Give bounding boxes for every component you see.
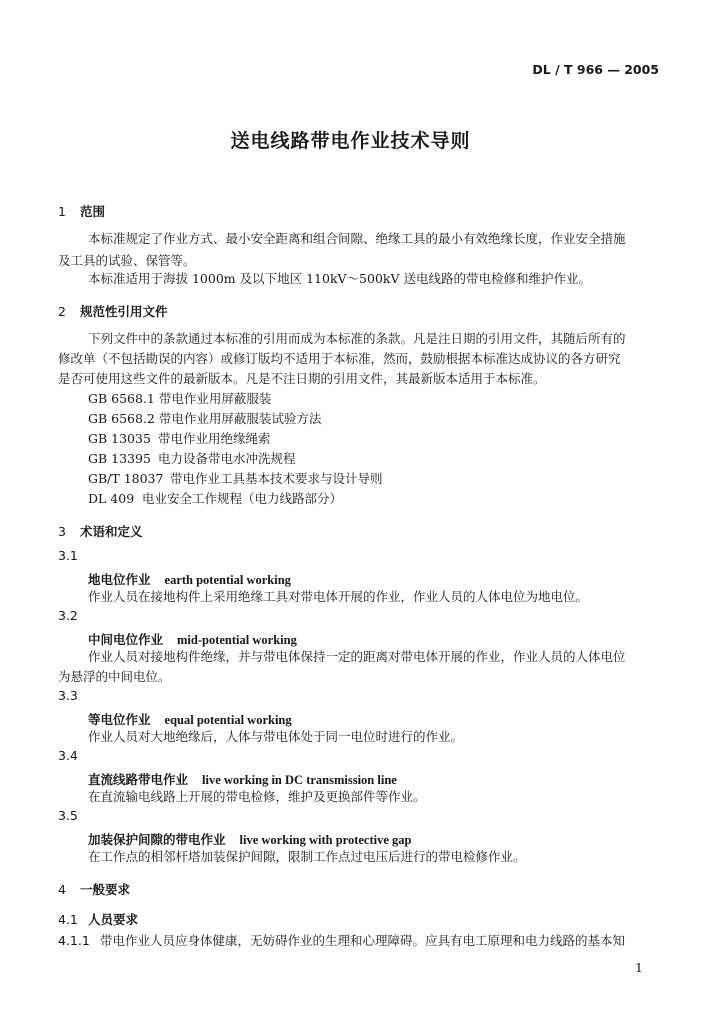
term-number: 3.3 <box>58 688 78 703</box>
reference-item <box>88 468 383 490</box>
section-2-heading <box>58 302 168 320</box>
reference-code: GB/T 18037 <box>88 471 164 486</box>
reference-title: 电业安全工作规程（电力线路部分） <box>141 491 342 506</box>
section-title: 术语和定义 <box>80 524 143 539</box>
subsection-4-1-heading <box>58 910 138 928</box>
term-chinese: 等电位作业 <box>88 712 151 727</box>
sec2-para-line2: 修改单（不包括勘误的内容）或修订版均不适用于本标准，然而，鼓励根据本标准达成协议的各方研究 <box>58 351 621 366</box>
reference-item <box>88 408 321 430</box>
section-1-heading <box>58 202 105 220</box>
clause-number: 4.1.1 <box>58 933 90 948</box>
term-definition: 作业人员对接地构件绝缘，并与带电体保持一定的距离对带电体开展的作业，作业人员的人体电位 <box>88 649 626 664</box>
term-english: live working in DC transmission line <box>202 773 397 787</box>
section-4-heading <box>58 880 130 898</box>
term-definition-cont: 为悬浮的中间电位。 <box>58 669 171 684</box>
sec1-para1-line2: 及工具的试验、保管等。 <box>58 253 196 268</box>
term-definition: 在工作点的相邻杆塔加装保护间隙，限制工作点过电压后进行的带电检修作业。 <box>88 849 526 864</box>
document-title: 送电线路带电作业技术导则 <box>230 130 471 152</box>
term-english: equal potential working <box>164 713 292 727</box>
reference-item <box>88 428 271 450</box>
term-definition: 作业人员在接地构件上采用绝缘工具对带电体开展的作业，作业人员的人体电位为地电位。 <box>88 589 589 604</box>
subsection-number: 4.1 <box>58 912 78 927</box>
term-english: mid-potential working <box>177 633 297 647</box>
section-number: 2 <box>58 304 66 319</box>
reference-title: 带电作业用屏蔽服装 <box>158 391 272 406</box>
reference-code: GB 13035 <box>88 431 151 446</box>
sec1-para1-line1: 本标准规定了作业方式、最小安全距离和组合间隙、绝缘工具的最小有效绝缘长度，作业安全措施 <box>88 231 626 246</box>
term-english: live working with protective gap <box>239 833 412 847</box>
section-title: 一般要求 <box>80 882 131 897</box>
section-number: 4 <box>58 882 66 897</box>
reference-code: DL 409 <box>88 491 135 506</box>
clause-4-1-1 <box>58 930 625 952</box>
section-number: 3 <box>58 524 66 539</box>
reference-item <box>88 448 296 470</box>
section-title: 范围 <box>80 204 106 219</box>
term-chinese: 加装保护间隙的带电作业 <box>88 832 226 847</box>
term-chinese: 地电位作业 <box>88 572 151 587</box>
section-3-heading <box>58 522 143 540</box>
reference-code: GB 6568.1 <box>88 391 155 406</box>
reference-code: GB 6568.2 <box>88 411 155 426</box>
sec2-para-line3: 是否可使用这些文件的最新版本。凡是不注日期的引用文件，其最新版本适用于本标准。 <box>58 371 546 386</box>
term-english: earth potential working <box>164 573 291 587</box>
page-number: 1 <box>635 960 643 975</box>
term-number: 3.4 <box>58 748 78 763</box>
term-number: 3.5 <box>58 808 78 823</box>
term-chinese: 中间电位作业 <box>88 632 164 647</box>
term-definition: 在直流输电线路上开展的带电检修，维护及更换部件等作业。 <box>88 789 426 804</box>
reference-title: 带电作业用屏蔽服装试验方法 <box>158 411 322 426</box>
term-number: 3.2 <box>58 608 78 623</box>
reference-title: 带电作业工具基本技术要求与设计导则 <box>169 471 383 486</box>
term-definition: 作业人员对大地绝缘后，人体与带电体处于同一电位时进行的作业。 <box>88 729 464 744</box>
subsection-title: 人员要求 <box>88 912 139 927</box>
clause-text: 带电作业人员应身体健康，无妨碍作业的生理和心理障碍。应具有电工原理和电力线路的基本知 <box>100 933 626 948</box>
term-number: 3.1 <box>58 548 78 563</box>
section-title: 规范性引用文件 <box>80 304 168 319</box>
reference-title: 电力设备带电水冲洗规程 <box>157 451 296 466</box>
reference-code: GB 13395 <box>88 451 151 466</box>
reference-item <box>88 488 342 510</box>
section-number: 1 <box>58 204 66 219</box>
term-chinese: 直流线路带电作业 <box>88 772 189 787</box>
reference-item <box>88 388 271 410</box>
sec1-para2: 本标准适用于海拔 1000m 及以下地区 110kV～500kV 送电线路的带电检修和维护作业。 <box>88 271 591 286</box>
reference-title: 带电作业用绝缘绳索 <box>157 431 271 446</box>
standard-number: DL / T 966 — 2005 <box>532 62 659 77</box>
sec2-para-line1: 下列文件中的条款通过本标准的引用而成为本标准的条款。凡是注日期的引用文件，其随后所有的 <box>88 331 626 346</box>
